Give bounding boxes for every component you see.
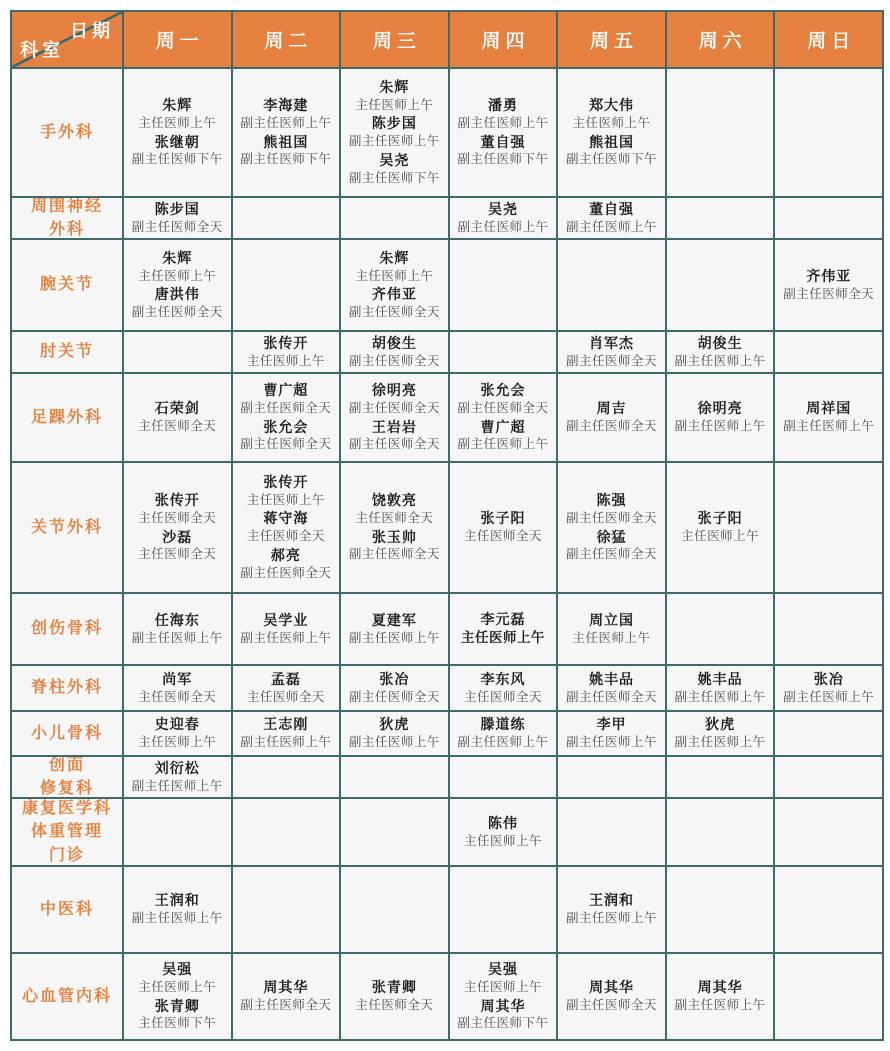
schedule-cell bbox=[558, 757, 665, 797]
schedule-cell bbox=[450, 374, 557, 461]
schedule-cell bbox=[124, 712, 231, 755]
schedule-cell bbox=[775, 594, 882, 664]
doctor-name: 沙磊 bbox=[162, 528, 193, 545]
doctor-name: 周祥国 bbox=[806, 400, 852, 417]
schedule-cell bbox=[124, 332, 231, 372]
doctor-name: 任海东 bbox=[154, 611, 200, 628]
day-header-wednesday: 周三 bbox=[341, 12, 448, 67]
schedule-cell bbox=[450, 799, 557, 865]
schedule-cell bbox=[450, 240, 557, 330]
doctor-title-shift: 副主任医师上午 bbox=[674, 998, 766, 1013]
doctor-name: 狄虎 bbox=[379, 716, 410, 733]
doctor-title-shift: 副主任医师全天 bbox=[348, 304, 440, 319]
schedule-cell bbox=[341, 374, 448, 461]
doctor-name: 陈步国 bbox=[371, 115, 417, 132]
schedule-cell bbox=[558, 954, 665, 1039]
department-cell bbox=[12, 757, 122, 797]
doctor-name: 周其华 bbox=[589, 979, 635, 996]
doctor-name: 熊祖国 bbox=[589, 133, 635, 150]
doctor-name: 张继朝 bbox=[154, 133, 200, 150]
schedule-cell bbox=[341, 240, 448, 330]
doctor-title-shift: 主任医师全天 bbox=[138, 547, 217, 562]
doctor-name: 陈伟 bbox=[487, 814, 518, 831]
doctor-title-shift: 副主任医师下午 bbox=[131, 152, 223, 167]
department-name: 外科 bbox=[48, 221, 85, 238]
doctor-name: 董自强 bbox=[589, 200, 635, 217]
schedule-cell bbox=[124, 198, 231, 238]
schedule-cell bbox=[450, 594, 557, 664]
doctor-title-shift: 副主任医师全天 bbox=[566, 353, 658, 368]
doctor-title-shift: 主任医师上午 bbox=[246, 353, 325, 368]
department-cell bbox=[12, 666, 122, 710]
doctor-name: 熊祖国 bbox=[263, 133, 309, 150]
doctor-title-shift: 主任医师全天 bbox=[138, 511, 217, 525]
doctor-name: 李甲 bbox=[596, 716, 627, 733]
doctor-name: 张青卿 bbox=[154, 997, 200, 1014]
department-cell bbox=[12, 712, 122, 755]
schedule-cell bbox=[775, 799, 882, 865]
schedule-cell bbox=[233, 594, 340, 664]
doctor-title-shift: 副主任医师全天 bbox=[240, 437, 332, 452]
schedule-cell bbox=[775, 198, 882, 238]
department-cell bbox=[12, 463, 122, 592]
doctor-title-shift: 副主任医师上午 bbox=[566, 911, 658, 926]
doctor-name: 李东风 bbox=[480, 670, 526, 687]
doctor-name: 肖军杰 bbox=[589, 334, 635, 351]
doctor-name: 滕道练 bbox=[480, 716, 526, 733]
doctor-name: 朱辉 bbox=[379, 78, 410, 95]
doctor-title-shift: 副主任医师全天 bbox=[131, 304, 223, 319]
schedule-cell bbox=[775, 240, 882, 330]
schedule-cell bbox=[558, 240, 665, 330]
schedule-cell bbox=[558, 69, 665, 196]
doctor-name: 王润和 bbox=[589, 892, 635, 909]
doctor-title-shift: 副主任医师上午 bbox=[674, 735, 766, 750]
doctor-title-shift: 副主任医师全天 bbox=[566, 998, 658, 1013]
doctor-name: 周立国 bbox=[589, 611, 635, 628]
doctor-name: 孟磊 bbox=[270, 670, 301, 687]
department-name: 脊柱外科 bbox=[30, 679, 103, 697]
doctor-title-shift: 主任医师全天 bbox=[138, 419, 217, 434]
department-name: 门诊 bbox=[48, 846, 85, 864]
schedule-cell bbox=[558, 666, 665, 710]
doctor-title-shift: 副主任医师上午 bbox=[566, 219, 658, 234]
doctor-name: 潘勇 bbox=[487, 97, 518, 114]
doctor-name: 周其华 bbox=[697, 979, 743, 996]
schedule-cell bbox=[450, 867, 557, 952]
schedule-cell bbox=[558, 374, 665, 461]
doctor-name: 蒋守海 bbox=[263, 510, 309, 527]
schedule-cell bbox=[558, 198, 665, 238]
doctor-title-shift: 副主任医师上午 bbox=[131, 630, 223, 645]
doctor-title-shift: 副主任医师上午 bbox=[457, 735, 549, 750]
department-cell bbox=[12, 799, 122, 865]
doctor-name: 徐明亮 bbox=[697, 400, 743, 417]
doctor-title-shift: 副主任医师全天 bbox=[240, 401, 332, 415]
department-cell bbox=[12, 954, 122, 1039]
doctor-title-shift: 副主任医师上午 bbox=[457, 437, 549, 452]
doctor-name: 张允会 bbox=[263, 418, 309, 435]
department-name: 腕关节 bbox=[39, 276, 94, 294]
doctor-title-shift: 副主任医师上午 bbox=[457, 116, 549, 130]
doctor-title-shift: 副主任医师全天 bbox=[348, 437, 440, 452]
doctor-title-shift: 副主任医师全天 bbox=[348, 401, 440, 415]
doctor-title-shift: 主任医师上午 bbox=[355, 268, 434, 283]
doctor-name: 徐猛 bbox=[596, 528, 627, 545]
schedule-cell bbox=[775, 867, 882, 952]
doctor-title-shift: 主任医师全天 bbox=[138, 689, 217, 704]
schedule-cell bbox=[233, 757, 340, 797]
schedule-cell bbox=[667, 712, 774, 755]
schedule-cell bbox=[558, 332, 665, 372]
schedule-cell bbox=[124, 666, 231, 710]
doctor-name: 王岩岩 bbox=[371, 418, 417, 435]
department-name: 中医科 bbox=[39, 900, 94, 918]
doctor-title-shift: 副主任医师全天 bbox=[131, 219, 223, 234]
doctor-name: 王润和 bbox=[154, 892, 200, 909]
doctor-name: 徐明亮 bbox=[371, 382, 417, 399]
doctor-title-shift: 副主任医师上午 bbox=[457, 219, 549, 234]
department-name: 创面 bbox=[48, 757, 85, 774]
doctor-title-shift: 副主任医师上午 bbox=[674, 689, 766, 704]
doctor-title-shift: 副主任医师上午 bbox=[783, 689, 875, 704]
department-name: 创伤骨科 bbox=[30, 620, 103, 638]
doctor-title-shift: 副主任医师全天 bbox=[566, 689, 658, 704]
schedule-cell bbox=[124, 69, 231, 196]
schedule-cell bbox=[233, 463, 340, 592]
schedule-cell bbox=[341, 69, 448, 196]
schedule-cell bbox=[667, 954, 774, 1039]
schedule-cell bbox=[450, 954, 557, 1039]
doctor-name: 唐洪伟 bbox=[154, 286, 200, 302]
doctor-name: 郑大伟 bbox=[589, 97, 635, 114]
doctor-name: 史迎春 bbox=[154, 716, 200, 733]
doctor-title-shift: 主任医师全天 bbox=[463, 689, 542, 704]
department-name: 小儿骨科 bbox=[30, 724, 103, 742]
doctor-title-shift: 主任医师上午 bbox=[460, 630, 545, 645]
doctor-title-shift: 副主任医师上午 bbox=[348, 134, 440, 149]
doctor-name: 张冶 bbox=[379, 670, 410, 687]
schedule-cell bbox=[667, 374, 774, 461]
doctor-name: 周其华 bbox=[263, 979, 309, 996]
department-name: 手外科 bbox=[39, 123, 94, 141]
doctor-title-shift: 主任医师上午 bbox=[463, 980, 542, 994]
doctor-title-shift: 副主任医师下午 bbox=[457, 152, 549, 167]
schedule-cell bbox=[124, 240, 231, 330]
doctor-title-shift: 副主任医师上午 bbox=[566, 735, 658, 750]
department-name: 体重管理 bbox=[30, 823, 103, 841]
doctor-title-shift: 主任医师上午 bbox=[246, 492, 325, 507]
schedule-cell bbox=[775, 69, 882, 196]
doctor-name: 齐伟亚 bbox=[371, 286, 417, 302]
doctor-name: 尚军 bbox=[162, 670, 193, 687]
doctor-title-shift: 主任医师上午 bbox=[681, 529, 760, 544]
doctor-name: 夏建军 bbox=[371, 611, 417, 628]
doctor-name: 吴尧 bbox=[379, 151, 410, 168]
doctor-name: 张子阳 bbox=[697, 510, 743, 527]
day-header-saturday: 周六 bbox=[667, 12, 774, 67]
department-name: 心血管内科 bbox=[21, 987, 112, 1005]
doctor-title-shift: 副主任医师下午 bbox=[348, 170, 440, 185]
schedule-cell bbox=[124, 463, 231, 592]
schedule-cell bbox=[775, 712, 882, 755]
day-header-thursday: 周四 bbox=[450, 12, 557, 67]
department-cell bbox=[12, 867, 122, 952]
schedule-cell bbox=[124, 374, 231, 461]
schedule-cell bbox=[233, 799, 340, 865]
doctor-title-shift: 副主任医师上午 bbox=[674, 353, 766, 368]
schedule-cell bbox=[667, 867, 774, 952]
doctor-title-shift: 副主任医师全天 bbox=[566, 511, 658, 525]
schedule-cell bbox=[233, 332, 340, 372]
doctor-name: 周吉 bbox=[596, 400, 627, 417]
department-cell bbox=[12, 374, 122, 461]
department-cell bbox=[12, 198, 122, 238]
doctor-title-shift: 副主任医师全天 bbox=[348, 689, 440, 704]
day-header-tuesday: 周二 bbox=[233, 12, 340, 67]
department-name: 周围神经 bbox=[30, 198, 103, 215]
schedule-cell bbox=[775, 463, 882, 592]
doctor-name: 张冶 bbox=[813, 670, 844, 687]
day-header-monday: 周一 bbox=[124, 12, 231, 67]
doctor-name: 刘衍松 bbox=[154, 759, 200, 776]
doctor-name: 曹广超 bbox=[263, 382, 309, 399]
schedule-cell bbox=[558, 799, 665, 865]
schedule-cell bbox=[667, 240, 774, 330]
doctor-title-shift: 副主任医师上午 bbox=[674, 419, 766, 434]
department-cell bbox=[12, 594, 122, 664]
schedule-cell bbox=[667, 332, 774, 372]
doctor-title-shift: 主任医师全天 bbox=[246, 689, 325, 704]
schedule-cell bbox=[667, 666, 774, 710]
schedule-cell bbox=[775, 374, 882, 461]
doctor-title-shift: 主任医师上午 bbox=[138, 116, 217, 130]
doctor-name: 张传开 bbox=[263, 334, 309, 351]
schedule-cell bbox=[667, 799, 774, 865]
schedule-cell bbox=[450, 463, 557, 592]
schedule-cell bbox=[341, 666, 448, 710]
schedule-cell bbox=[124, 594, 231, 664]
department-name: 足踝外科 bbox=[30, 408, 103, 426]
doctor-name: 张子阳 bbox=[480, 510, 526, 527]
doctor-name: 吴学业 bbox=[263, 611, 309, 628]
department-cell bbox=[12, 240, 122, 330]
schedule-cell bbox=[450, 332, 557, 372]
doctor-name: 陈步国 bbox=[154, 200, 200, 217]
schedule-cell bbox=[558, 463, 665, 592]
schedule-cell bbox=[233, 240, 340, 330]
doctor-title-shift: 副主任医师下午 bbox=[457, 1016, 549, 1031]
doctor-name: 朱辉 bbox=[379, 249, 410, 266]
schedule-cell bbox=[341, 332, 448, 372]
doctor-name: 张传开 bbox=[263, 473, 309, 490]
schedule-cell bbox=[450, 712, 557, 755]
corner-header-cell bbox=[12, 12, 122, 67]
doctor-title-shift: 主任医师上午 bbox=[355, 97, 434, 112]
schedule-cell bbox=[233, 198, 340, 238]
day-header-sunday: 周日 bbox=[775, 12, 882, 67]
schedule-cell bbox=[558, 867, 665, 952]
doctor-name: 王志刚 bbox=[263, 716, 309, 733]
doctor-title-shift: 副主任医师上午 bbox=[783, 419, 875, 434]
doctor-name: 董自强 bbox=[480, 133, 526, 150]
schedule-cell bbox=[667, 594, 774, 664]
schedule-cell bbox=[667, 198, 774, 238]
doctor-title-shift: 副主任医师上午 bbox=[348, 735, 440, 750]
doctor-name: 李元磊 bbox=[480, 611, 526, 628]
doctor-title-shift: 主任医师上午 bbox=[572, 630, 651, 645]
department-cell bbox=[12, 69, 122, 196]
schedule-cell bbox=[341, 712, 448, 755]
doctor-name: 吴尧 bbox=[487, 200, 518, 217]
schedule-cell bbox=[341, 867, 448, 952]
doctor-name: 姚丰品 bbox=[697, 670, 743, 687]
department-name: 康复医学科 bbox=[21, 800, 112, 818]
department-name: 修复科 bbox=[39, 780, 94, 797]
doctor-title-shift: 主任医师全天 bbox=[355, 998, 434, 1013]
department-name: 关节外科 bbox=[30, 518, 103, 536]
doctor-title-shift: 副主任医师上午 bbox=[240, 735, 332, 750]
doctor-title-shift: 副主任医师全天 bbox=[457, 401, 549, 415]
doctor-name: 张传开 bbox=[154, 492, 200, 509]
doctor-title-shift: 副主任医师全天 bbox=[240, 998, 332, 1013]
doctor-title-shift: 主任医师全天 bbox=[355, 511, 434, 525]
doctor-name: 朱辉 bbox=[162, 97, 193, 114]
schedule-cell bbox=[775, 666, 882, 710]
doctor-name: 李海建 bbox=[263, 97, 309, 114]
schedule-cell bbox=[450, 69, 557, 196]
schedule-cell bbox=[124, 757, 231, 797]
schedule-cell bbox=[233, 374, 340, 461]
department-name: 肘关节 bbox=[39, 343, 94, 361]
doctor-title-shift: 副主任医师上午 bbox=[348, 630, 440, 645]
doctor-name: 朱辉 bbox=[162, 249, 193, 266]
schedule-cell bbox=[124, 954, 231, 1039]
doctor-title-shift: 副主任医师下午 bbox=[566, 152, 658, 167]
doctor-name: 饶敦亮 bbox=[371, 492, 417, 509]
doctor-title-shift: 主任医师上午 bbox=[138, 268, 217, 283]
doctor-name: 张允会 bbox=[480, 382, 526, 399]
doctor-title-shift: 副主任医师全天 bbox=[783, 286, 875, 301]
doctor-name: 石荣剑 bbox=[154, 400, 200, 417]
doctor-title-shift: 主任医师全天 bbox=[246, 529, 325, 544]
doctor-name: 齐伟亚 bbox=[806, 267, 852, 284]
doctor-name: 姚丰品 bbox=[589, 670, 635, 687]
doctor-title-shift: 副主任医师上午 bbox=[240, 116, 332, 130]
doctor-title-shift: 主任医师上午 bbox=[572, 116, 651, 130]
schedule-cell bbox=[667, 69, 774, 196]
doctor-title-shift: 副主任医师全天 bbox=[566, 419, 658, 434]
doctor-title-shift: 主任医师上午 bbox=[463, 833, 542, 848]
schedule-cell bbox=[450, 757, 557, 797]
doctor-title-shift: 副主任医师全天 bbox=[566, 547, 658, 562]
doctor-name: 吴强 bbox=[162, 961, 193, 978]
schedule-cell bbox=[341, 799, 448, 865]
schedule-cell bbox=[775, 332, 882, 372]
doctor-name: 曹广超 bbox=[480, 418, 526, 435]
doctor-name: 胡俊生 bbox=[371, 334, 417, 351]
doctor-title-shift: 副主任医师全天 bbox=[348, 547, 440, 562]
doctor-title-shift: 副主任医师上午 bbox=[131, 911, 223, 926]
schedule-cell bbox=[233, 712, 340, 755]
doctor-name: 胡俊生 bbox=[697, 334, 743, 351]
schedule-cell bbox=[558, 594, 665, 664]
schedule-cell bbox=[341, 594, 448, 664]
schedule-cell bbox=[233, 867, 340, 952]
schedule-cell bbox=[124, 799, 231, 865]
doctor-name: 吴强 bbox=[487, 961, 518, 978]
department-cell bbox=[12, 332, 122, 372]
department-axis-label: 科室 bbox=[20, 40, 64, 60]
schedule-cell bbox=[775, 954, 882, 1039]
doctor-title-shift: 副主任医师全天 bbox=[348, 353, 440, 368]
schedule-cell bbox=[341, 757, 448, 797]
doctor-title-shift: 副主任医师下午 bbox=[240, 152, 332, 167]
doctor-title-shift: 副主任医师上午 bbox=[131, 778, 223, 793]
schedule-cell bbox=[233, 666, 340, 710]
schedule-cell bbox=[233, 69, 340, 196]
schedule-cell bbox=[341, 463, 448, 592]
doctor-name: 张玉帅 bbox=[371, 528, 417, 545]
schedule-cell bbox=[450, 198, 557, 238]
doctor-title-shift: 副主任医师上午 bbox=[240, 630, 332, 645]
doctor-name: 狄虎 bbox=[705, 716, 736, 733]
schedule-cell bbox=[667, 757, 774, 797]
schedule-cell bbox=[341, 954, 448, 1039]
date-axis-label: 日期 bbox=[70, 21, 114, 41]
schedule-cell bbox=[558, 712, 665, 755]
schedule-cell bbox=[124, 867, 231, 952]
doctor-name: 周其华 bbox=[480, 997, 526, 1014]
schedule-cell bbox=[775, 757, 882, 797]
doctor-title-shift: 主任医师下午 bbox=[138, 1016, 217, 1031]
schedule-table bbox=[10, 10, 884, 1041]
doctor-title-shift: 主任医师上午 bbox=[138, 735, 217, 750]
doctor-name: 张青卿 bbox=[371, 979, 417, 996]
doctor-name: 郝亮 bbox=[270, 546, 301, 563]
schedule-cell bbox=[341, 198, 448, 238]
schedule-cell bbox=[667, 463, 774, 592]
doctor-title-shift: 副主任医师全天 bbox=[240, 565, 332, 580]
day-header-friday: 周五 bbox=[558, 12, 665, 67]
schedule-cell bbox=[233, 954, 340, 1039]
doctor-name: 陈强 bbox=[596, 492, 627, 509]
doctor-title-shift: 主任医师全天 bbox=[463, 529, 542, 544]
schedule-cell bbox=[450, 666, 557, 710]
doctor-title-shift: 主任医师上午 bbox=[138, 980, 217, 994]
